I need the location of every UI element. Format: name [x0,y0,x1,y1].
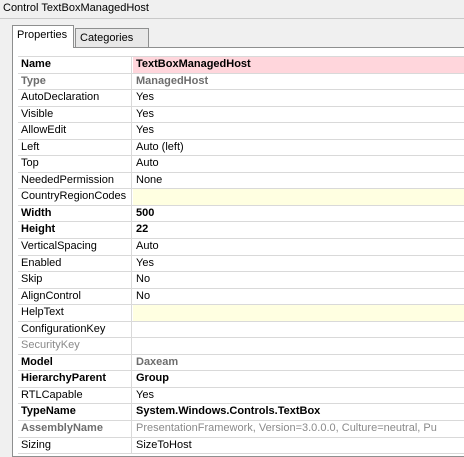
property-value[interactable]: 500 [136,206,155,219]
property-value[interactable]: Yes [136,91,154,104]
property-row[interactable] [18,371,464,388]
property-value[interactable] [133,338,464,354]
property-row[interactable] [18,74,464,91]
property-name: Skip [18,272,132,288]
property-value[interactable]: Yes [136,256,154,269]
property-value[interactable]: Auto [136,157,159,170]
property-row[interactable] [18,189,464,206]
property-name: Name [18,57,132,73]
property-row[interactable] [18,239,464,256]
property-name: Width [18,206,132,222]
property-name: RTLCapable [18,388,132,404]
property-value[interactable]: Yes [136,124,154,137]
property-value[interactable] [133,305,464,321]
property-value[interactable]: SizeToHost [136,438,192,451]
property-name: Sizing [18,438,132,454]
property-name: AutoDeclaration [18,90,132,106]
title-divider [0,18,464,19]
window-title: Control TextBoxManagedHost [0,0,464,20]
property-name: ConfigurationKey [18,322,132,338]
property-name: Left [18,140,132,156]
property-row[interactable] [18,123,464,140]
property-value[interactable]: No [136,289,151,302]
property-row[interactable] [18,222,464,239]
property-name: TypeName [18,404,132,420]
property-name: AssemblyName [18,421,132,437]
property-value[interactable] [133,322,464,338]
property-name: AllowEdit [18,123,132,139]
property-name: Type [18,74,132,90]
property-row[interactable] [18,57,464,74]
property-row[interactable] [18,156,464,173]
tab-properties[interactable]: Properties [12,25,74,48]
property-value[interactable]: System.Windows.Controls.TextBox [136,405,321,418]
property-grid [18,56,464,454]
property-value[interactable] [133,189,464,205]
property-name: CountryRegionCodes [18,189,132,205]
property-value[interactable]: Daxeam [136,355,179,368]
property-value[interactable]: TextBoxManagedHost [133,57,464,73]
property-row[interactable] [18,90,464,107]
property-value[interactable]: ManagedHost [136,74,209,87]
property-name: NeededPermission [18,173,132,189]
property-row[interactable] [18,421,464,438]
property-row[interactable] [18,272,464,289]
property-name: Visible [18,107,132,123]
property-name: VerticalSpacing [18,239,132,255]
property-value[interactable]: Yes [136,107,154,120]
property-name: Model [18,355,132,371]
property-name: Top [18,156,132,172]
property-row[interactable] [18,206,464,223]
property-row[interactable] [18,289,464,306]
property-name: AlignControl [18,289,132,305]
property-value[interactable]: No [136,273,151,286]
property-name: HierarchyParent [18,371,132,387]
property-row[interactable] [18,355,464,372]
property-name: Enabled [18,256,132,272]
property-row[interactable] [18,305,464,322]
property-row[interactable] [18,173,464,190]
property-value[interactable]: Auto (left) [136,140,184,153]
property-value[interactable]: None [136,173,163,186]
property-row[interactable] [18,404,464,421]
property-row[interactable] [18,140,464,157]
property-row[interactable] [18,322,464,339]
property-name: Height [18,222,132,238]
property-value[interactable]: 22 [136,223,149,236]
property-row[interactable] [18,256,464,273]
property-value[interactable]: Yes [136,388,154,401]
property-name: HelpText [18,305,132,321]
property-name: SecurityKey [18,338,132,354]
tab-categories[interactable]: Categories [75,28,149,48]
property-row[interactable] [18,107,464,124]
property-row[interactable] [18,338,464,355]
property-row[interactable] [18,388,464,405]
property-value[interactable]: Group [136,372,169,385]
property-value[interactable]: PresentationFramework, Version=3.0.0.0, Culture=neutral, Pu [136,422,437,435]
properties-panel [12,47,464,457]
property-value[interactable]: Auto [136,240,159,253]
property-row[interactable] [18,438,464,455]
